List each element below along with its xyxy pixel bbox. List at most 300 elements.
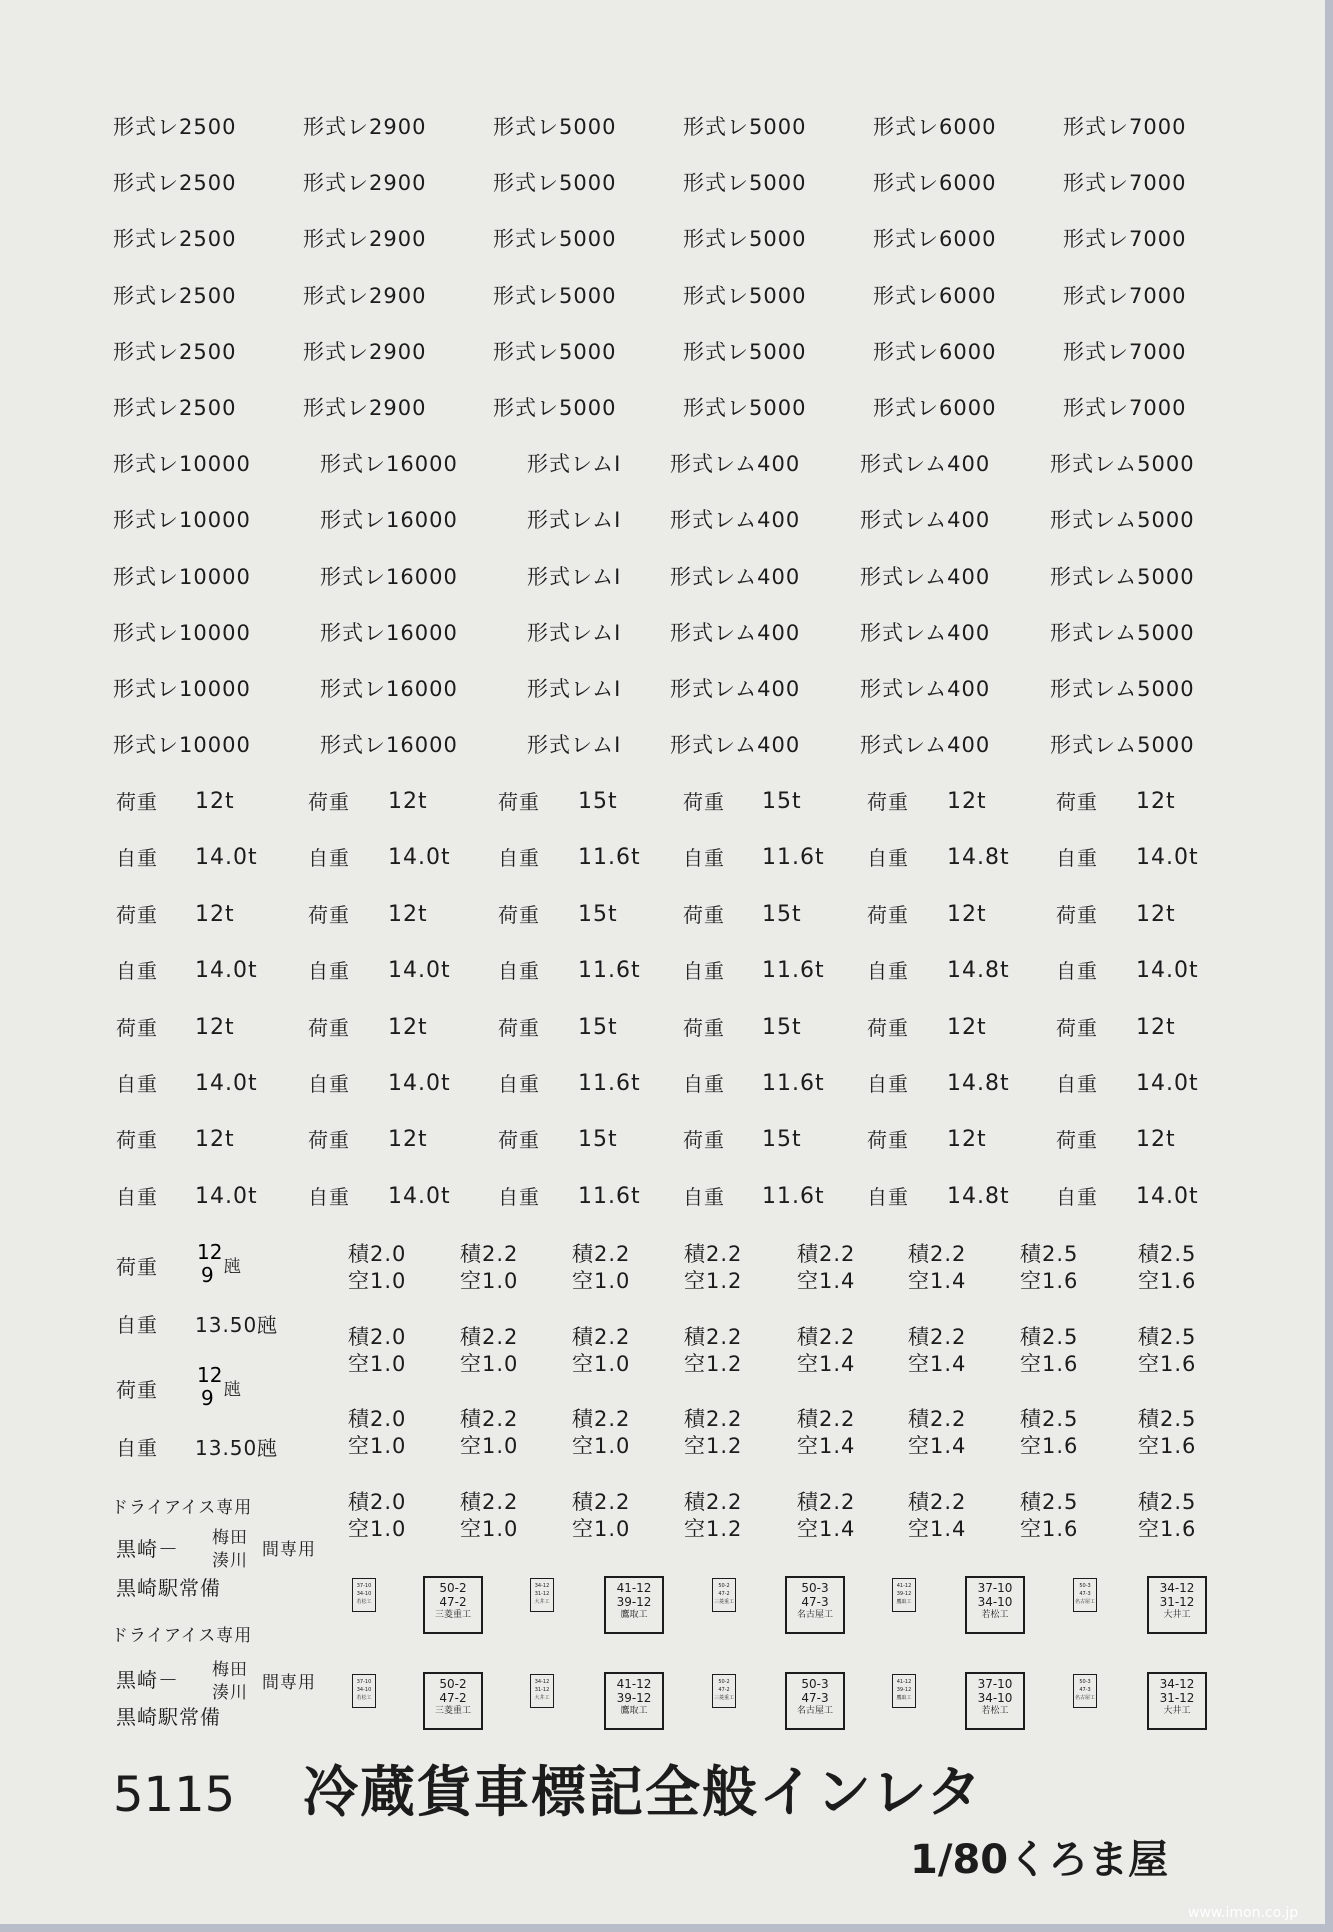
inspection-frame-line: 名古屋工	[796, 1610, 833, 1620]
weight-label: 自重	[308, 1184, 350, 1209]
model-code-mark: 形式レ2900	[303, 227, 427, 252]
model-code-mark: 形式レ2500	[113, 283, 237, 308]
home-station-mark: 黒崎駅常備	[116, 1705, 221, 1729]
weight-label: 荷重	[116, 790, 158, 814]
model-code-mark: 形式レ16000	[320, 508, 458, 533]
inspection-frame-line: 大井工	[534, 1599, 550, 1605]
weight-value: 12t	[195, 901, 235, 927]
volume-loaded-mark: 積2.2	[460, 1407, 519, 1431]
weight-value: 12t	[1136, 1127, 1176, 1153]
inspection-frame-line: 34-12	[1159, 1581, 1195, 1595]
weight-label: 自重	[116, 959, 158, 984]
inspection-frame-line: 名古屋工	[796, 1706, 833, 1716]
inspection-frame-small	[712, 1674, 736, 1708]
inspection-frame-line: 50-2	[439, 1581, 467, 1595]
weight-value: 11.6t	[762, 1071, 825, 1096]
volume-empty-mark: 空1.0	[572, 1351, 631, 1376]
inspection-frame	[1147, 1576, 1207, 1634]
inspection-frame-line: 39-12	[896, 1687, 912, 1693]
inspection-frame-small	[892, 1674, 916, 1708]
weight-value: 15t	[578, 789, 618, 814]
model-code-mark: 形式レ2900	[303, 115, 427, 139]
weight-value: 11.6t	[762, 845, 825, 871]
weight-value: 15t	[762, 1127, 802, 1153]
weight-label: 自重	[116, 1072, 158, 1096]
weight-label: 自重	[498, 959, 540, 984]
inspection-frame-small	[1073, 1674, 1097, 1708]
inspection-frame-line: 47-3	[1079, 1687, 1091, 1693]
fraction-bottom: 9	[201, 1263, 214, 1287]
home-station-mark: 黒崎駅常備	[116, 1576, 221, 1600]
weight-label: 自重	[867, 846, 909, 871]
route-start: 黒崎－	[116, 1668, 179, 1692]
weight-label: 荷重	[498, 790, 540, 814]
inspection-frame-line: 鷹取工	[896, 1695, 912, 1701]
weight-value: 12t	[195, 1127, 235, 1153]
model-code-mark: 形式レ5000	[683, 396, 807, 420]
self-weight-label: 自重	[116, 1313, 158, 1337]
weight-label: 自重	[683, 959, 725, 984]
model-code-mark: 形式レ6000	[873, 115, 997, 139]
volume-empty-mark: 空1.6	[1138, 1351, 1197, 1376]
inspection-frame-line: 大井工	[534, 1695, 550, 1701]
weight-label: 自重	[308, 1072, 350, 1096]
inspection-frame-small	[352, 1578, 376, 1612]
inspection-frame-line: 47-2	[718, 1591, 730, 1597]
inspection-frame-line: 41-12	[896, 1679, 912, 1685]
inspection-frame-line: 34-12	[1159, 1677, 1195, 1691]
volume-loaded-mark: 積2.0	[348, 1489, 407, 1514]
weight-label: 荷重	[498, 1015, 540, 1040]
volume-loaded-mark: 積2.2	[684, 1489, 743, 1514]
model-code-mark: 形式レムⅠ	[527, 508, 622, 533]
model-code-mark: 形式レ7000	[1063, 396, 1187, 420]
weight-value: 11.6t	[578, 845, 641, 871]
inspection-frame-small	[530, 1578, 554, 1612]
model-code-mark: 形式レムⅠ	[527, 564, 622, 589]
weight-value: 14.0t	[388, 1071, 451, 1096]
volume-loaded-mark: 積2.5	[1020, 1324, 1079, 1349]
background-border-bottom	[0, 1924, 1333, 1932]
inspection-frame-line: 50-3	[1079, 1679, 1091, 1685]
inspection-frame-line: 大井工	[1163, 1610, 1191, 1620]
weight-value: 14.0t	[195, 1071, 258, 1096]
load-label: 荷重	[116, 1255, 158, 1279]
volume-empty-mark: 空1.6	[1020, 1516, 1079, 1541]
model-code-mark: 形式レ5000	[683, 115, 807, 139]
inspection-frame-line: 34-12	[534, 1679, 550, 1685]
inspection-frame	[604, 1672, 664, 1730]
model-code-mark: 形式レ16000	[320, 620, 458, 645]
inspection-frame-line: 34-10	[977, 1595, 1013, 1609]
model-code-mark: 形式レ5000	[493, 171, 617, 196]
model-code-mark: 形式レ10000	[113, 452, 251, 477]
model-code-mark: 形式レ5000	[683, 227, 807, 252]
model-code-mark: 形式レム5000	[1050, 564, 1195, 589]
weight-value: 14.0t	[1136, 1183, 1199, 1209]
volume-loaded-mark: 積2.2	[572, 1242, 631, 1266]
watermark: www.imon.co.jp	[1188, 1905, 1299, 1921]
model-code-mark: 形式レ2900	[303, 283, 427, 308]
weight-value: 12t	[947, 901, 987, 927]
route-station-upper: 梅田	[212, 1528, 248, 1548]
weight-label: 荷重	[1056, 1015, 1098, 1040]
weight-value: 15t	[762, 789, 802, 814]
inspection-frame	[965, 1576, 1025, 1634]
volume-loaded-mark: 積2.0	[348, 1324, 407, 1349]
volume-loaded-mark: 積2.2	[684, 1324, 743, 1349]
product-title: 冷蔵貨車標記全般インレタ	[303, 1760, 984, 1824]
inspection-frame-line: 41-12	[896, 1583, 912, 1589]
volume-loaded-mark: 積2.5	[1020, 1242, 1079, 1266]
model-code-mark: 形式レム400	[860, 452, 991, 477]
volume-empty-mark: 空1.4	[908, 1269, 967, 1293]
volume-empty-mark: 空1.0	[572, 1434, 631, 1458]
weight-value: 14.0t	[388, 845, 451, 871]
weight-value: 11.6t	[578, 958, 641, 984]
volume-loaded-mark: 積2.2	[797, 1242, 856, 1266]
weight-label: 荷重	[116, 1015, 158, 1040]
scale-and-maker: 1/80くろま屋	[910, 1837, 1169, 1883]
weight-value: 12t	[947, 789, 987, 814]
volume-empty-mark: 空1.2	[684, 1434, 743, 1458]
model-code-mark: 形式レム400	[670, 452, 801, 477]
volume-loaded-mark: 積2.5	[1138, 1242, 1197, 1266]
model-code-mark: 形式レ6000	[873, 283, 997, 308]
inspection-frame-line: 50-2	[718, 1679, 730, 1685]
inspection-frame-line: 41-12	[616, 1677, 652, 1691]
volume-empty-mark: 空1.6	[1020, 1351, 1079, 1376]
volume-empty-mark: 空1.4	[908, 1434, 967, 1458]
weight-label: 荷重	[683, 1015, 725, 1040]
inspection-frame-line: 47-3	[801, 1691, 829, 1705]
inspection-frame-line: 三菱重工	[434, 1610, 471, 1620]
inspection-frame-small	[892, 1578, 916, 1612]
weight-label: 荷重	[116, 1128, 158, 1153]
volume-empty-mark: 空1.6	[1138, 1269, 1197, 1293]
volume-empty-mark: 空1.4	[797, 1516, 856, 1541]
inspection-frame	[785, 1576, 845, 1634]
inspection-frame-line: 名古屋工	[1074, 1599, 1095, 1605]
model-code-mark: 形式レ10000	[113, 508, 251, 533]
inspection-frame-line: 47-3	[801, 1595, 829, 1609]
inspection-frame-line: 31-12	[1159, 1691, 1195, 1705]
volume-empty-mark: 空1.0	[460, 1351, 519, 1376]
model-code-mark: 形式レ5000	[493, 227, 617, 252]
route-station-upper: 梅田	[212, 1660, 248, 1680]
weight-label: 荷重	[683, 1128, 725, 1153]
inspection-frame-line: 37-10	[356, 1583, 372, 1589]
weight-value: 15t	[578, 1127, 618, 1153]
weight-label: 自重	[1056, 1184, 1098, 1209]
weight-value: 12t	[195, 789, 235, 814]
inspection-frame-line: 34-12	[534, 1583, 550, 1589]
volume-loaded-mark: 積2.2	[908, 1324, 967, 1349]
model-code-mark: 形式レ16000	[320, 452, 458, 477]
inspection-frame-small	[530, 1674, 554, 1708]
model-code-mark: 形式レ16000	[320, 677, 458, 701]
weight-label: 自重	[498, 1184, 540, 1209]
weight-value: 14.0t	[1136, 1071, 1199, 1096]
model-code-mark: 形式レ2500	[113, 227, 237, 252]
weight-label: 自重	[116, 1184, 158, 1209]
inspection-frame-line: 若松工	[981, 1610, 1009, 1620]
inspection-frame	[965, 1672, 1025, 1730]
model-code-mark: 形式レム5000	[1050, 733, 1195, 758]
inspection-frame-line: 50-2	[718, 1583, 730, 1589]
inspection-frame-line: 50-3	[1079, 1583, 1091, 1589]
weight-value: 15t	[762, 1014, 802, 1040]
volume-empty-mark: 空1.0	[460, 1269, 519, 1293]
weight-label: 自重	[867, 959, 909, 984]
model-code-mark: 形式レム400	[860, 677, 991, 701]
inspection-frame-line: 若松工	[356, 1695, 372, 1701]
weight-value: 14.0t	[1136, 958, 1199, 984]
inspection-frame-line: 34-10	[356, 1687, 372, 1693]
inspection-frame-line: 31-12	[1159, 1595, 1195, 1609]
weight-value: 14.8t	[947, 1183, 1010, 1209]
model-code-mark: 形式レ6000	[873, 396, 997, 420]
weight-value: 14.0t	[388, 958, 451, 984]
volume-empty-mark: 空1.0	[348, 1351, 407, 1376]
model-code-mark: 形式レ5000	[683, 171, 807, 196]
self-weight-value: 13.50瓲	[195, 1436, 279, 1460]
model-code-mark: 形式レム400	[860, 620, 991, 645]
fraction-bottom: 9	[201, 1386, 214, 1410]
model-code-mark: 形式レ10000	[113, 564, 251, 589]
volume-empty-mark: 空1.4	[797, 1434, 856, 1458]
inspection-frame-line: 37-10	[977, 1677, 1013, 1691]
model-code-mark: 形式レム5000	[1050, 508, 1195, 533]
route-exclusive: 間専用	[262, 1540, 316, 1560]
model-code-mark: 形式レム400	[860, 733, 991, 758]
inspection-frame-line: 34-10	[356, 1591, 372, 1597]
model-code-mark: 形式レ6000	[873, 339, 997, 364]
inspection-frame-line: 39-12	[616, 1595, 652, 1609]
weight-label: 荷重	[1056, 790, 1098, 814]
model-code-mark: 形式レム400	[670, 508, 801, 533]
model-code-mark: 形式レ7000	[1063, 339, 1187, 364]
model-code-mark: 形式レ5000	[493, 283, 617, 308]
weight-label: 荷重	[308, 902, 350, 927]
volume-empty-mark: 空1.6	[1138, 1516, 1197, 1541]
volume-empty-mark: 空1.0	[460, 1516, 519, 1541]
volume-loaded-mark: 積2.2	[797, 1407, 856, 1431]
weight-label: 自重	[683, 846, 725, 871]
weight-value: 11.6t	[762, 1183, 825, 1209]
weight-label: 荷重	[683, 902, 725, 927]
weight-value: 14.0t	[195, 958, 258, 984]
volume-empty-mark: 空1.0	[572, 1269, 631, 1293]
volume-loaded-mark: 積2.2	[908, 1407, 967, 1431]
volume-empty-mark: 空1.2	[684, 1516, 743, 1541]
model-code-mark: 形式レ16000	[320, 564, 458, 589]
weight-label: 荷重	[498, 1128, 540, 1153]
weight-value: 14.8t	[947, 845, 1010, 871]
volume-loaded-mark: 積2.2	[572, 1489, 631, 1514]
fraction-top: 12	[197, 1363, 223, 1387]
weight-label: 荷重	[867, 1128, 909, 1153]
inspection-frame-line: 鷹取工	[620, 1610, 648, 1620]
volume-empty-mark: 空1.6	[1020, 1269, 1079, 1293]
inspection-frame-line: 31-12	[534, 1687, 550, 1693]
weight-label: 自重	[498, 846, 540, 871]
model-code-mark: 形式レム5000	[1050, 620, 1195, 645]
model-code-mark: 形式レ2900	[303, 396, 427, 420]
weight-label: 荷重	[116, 902, 158, 927]
model-code-mark: 形式レ2500	[113, 115, 237, 139]
weight-value: 12t	[1136, 789, 1176, 814]
weight-unit: 瓲	[224, 1257, 242, 1277]
weight-value: 14.0t	[195, 845, 258, 871]
model-code-mark: 形式レム5000	[1050, 452, 1195, 477]
inspection-frame-line: 三菱重工	[713, 1695, 734, 1701]
model-code-mark: 形式レ10000	[113, 620, 251, 645]
product-number: 5115	[113, 1767, 236, 1823]
dry-ice-mark: ドライアイス専用	[111, 1498, 253, 1518]
weight-value: 12t	[388, 1127, 428, 1153]
model-code-mark: 形式レ2900	[303, 339, 427, 364]
model-code-mark: 形式レムⅠ	[527, 733, 622, 758]
weight-value: 14.0t	[195, 1183, 258, 1209]
weight-value: 14.8t	[947, 1071, 1010, 1096]
inspection-frame-line: 37-10	[977, 1581, 1013, 1595]
model-code-mark: 形式レ2500	[113, 171, 237, 196]
volume-loaded-mark: 積2.5	[1138, 1324, 1197, 1349]
model-code-mark: 形式レム400	[860, 564, 991, 589]
weight-label: 荷重	[867, 1015, 909, 1040]
inspection-frame-line: 名古屋工	[1074, 1695, 1095, 1701]
inspection-frame-line: 50-2	[439, 1677, 467, 1691]
inspection-frame-line: 37-10	[356, 1679, 372, 1685]
self-weight-value: 13.50瓲	[195, 1313, 279, 1337]
model-code-mark: 形式レムⅠ	[527, 677, 622, 701]
model-code-mark: 形式レ5000	[493, 115, 617, 139]
volume-loaded-mark: 積2.0	[348, 1242, 407, 1266]
weight-value: 12t	[388, 789, 428, 814]
route-station-lower: 湊川	[212, 1683, 248, 1703]
weight-label: 自重	[683, 1184, 725, 1209]
weight-value: 12t	[1136, 901, 1176, 927]
inspection-frame-small	[1073, 1578, 1097, 1612]
inspection-frame-line: 若松工	[356, 1599, 372, 1605]
model-code-mark: 形式レ16000	[320, 733, 458, 758]
route-exclusive: 間専用	[262, 1673, 316, 1693]
fraction-top: 12	[197, 1240, 223, 1264]
volume-empty-mark: 空1.4	[908, 1351, 967, 1376]
weight-label: 荷重	[867, 790, 909, 814]
inspection-frame-small	[352, 1674, 376, 1708]
weight-value: 15t	[578, 901, 618, 927]
inspection-frame-line: 39-12	[896, 1591, 912, 1597]
volume-empty-mark: 空1.2	[684, 1269, 743, 1293]
inspection-frame-line: 三菱重工	[434, 1706, 471, 1716]
inspection-frame-line: 若松工	[981, 1706, 1009, 1716]
weight-label: 自重	[867, 1184, 909, 1209]
volume-loaded-mark: 積2.2	[908, 1242, 967, 1266]
volume-empty-mark: 空1.4	[908, 1516, 967, 1541]
model-code-mark: 形式レム400	[670, 677, 801, 701]
volume-empty-mark: 空1.0	[460, 1434, 519, 1458]
model-code-mark: 形式レ10000	[113, 677, 251, 701]
volume-empty-mark: 空1.0	[348, 1434, 407, 1458]
model-code-mark: 形式レ10000	[113, 733, 251, 758]
model-code-mark: 形式レム400	[860, 508, 991, 533]
weight-value: 15t	[762, 901, 802, 927]
weight-value: 11.6t	[578, 1071, 641, 1096]
volume-empty-mark: 空1.6	[1020, 1434, 1079, 1458]
inspection-frame-line: 大井工	[1163, 1706, 1191, 1716]
inspection-frame-line: 34-10	[977, 1691, 1013, 1705]
volume-loaded-mark: 積2.0	[348, 1407, 407, 1431]
model-code-mark: 形式レ2500	[113, 396, 237, 420]
inspection-frame	[1147, 1672, 1207, 1730]
weight-value: 12t	[947, 1014, 987, 1040]
weight-value: 14.0t	[388, 1183, 451, 1209]
weight-label: 自重	[308, 846, 350, 871]
volume-empty-mark: 空1.0	[572, 1516, 631, 1541]
inspection-frame	[604, 1576, 664, 1634]
weight-label: 荷重	[498, 902, 540, 927]
weight-value: 11.6t	[762, 958, 825, 984]
weight-label: 自重	[1056, 959, 1098, 984]
volume-loaded-mark: 積2.5	[1020, 1407, 1079, 1431]
inspection-frame-line: 47-2	[439, 1595, 467, 1609]
inspection-frame-line: 41-12	[616, 1581, 652, 1595]
volume-loaded-mark: 積2.2	[460, 1324, 519, 1349]
volume-loaded-mark: 積2.2	[460, 1489, 519, 1514]
volume-loaded-mark: 積2.5	[1138, 1407, 1197, 1431]
self-weight-label: 自重	[116, 1436, 158, 1460]
model-code-mark: 形式レ6000	[873, 227, 997, 252]
weight-label: 自重	[308, 959, 350, 984]
weight-value: 14.0t	[1136, 845, 1199, 871]
weight-label: 荷重	[683, 790, 725, 814]
model-code-mark: 形式レム400	[670, 620, 801, 645]
model-code-mark: 形式レ7000	[1063, 115, 1187, 139]
volume-empty-mark: 空1.6	[1138, 1434, 1197, 1458]
volume-loaded-mark: 積2.2	[684, 1407, 743, 1431]
model-code-mark: 形式レ5000	[683, 339, 807, 364]
volume-empty-mark: 空1.4	[797, 1351, 856, 1376]
inspection-frame	[423, 1672, 483, 1730]
volume-loaded-mark: 積2.5	[1138, 1489, 1197, 1514]
weight-label: 自重	[683, 1072, 725, 1096]
model-code-mark: 形式レ2900	[303, 171, 427, 196]
inspection-frame-small	[712, 1578, 736, 1612]
volume-loaded-mark: 積2.5	[1020, 1489, 1079, 1514]
weight-label: 荷重	[1056, 1128, 1098, 1153]
weight-unit: 瓲	[224, 1380, 242, 1400]
weight-label: 荷重	[867, 902, 909, 927]
model-code-mark: 形式レ7000	[1063, 283, 1187, 308]
volume-loaded-mark: 積2.2	[460, 1242, 519, 1266]
model-code-mark: 形式レ5000	[493, 339, 617, 364]
volume-loaded-mark: 積2.2	[797, 1324, 856, 1349]
model-code-mark: 形式レムⅠ	[527, 620, 622, 645]
weight-value: 12t	[195, 1014, 235, 1040]
background-border-right	[1325, 0, 1333, 1932]
inspection-frame	[785, 1672, 845, 1730]
weight-label: 自重	[1056, 1072, 1098, 1096]
weight-value: 12t	[388, 1014, 428, 1040]
load-label: 荷重	[116, 1378, 158, 1402]
volume-empty-mark: 空1.2	[684, 1351, 743, 1376]
inspection-frame	[423, 1576, 483, 1634]
inspection-frame-line: 鷹取工	[620, 1706, 648, 1716]
inspection-frame-line: 三菱重工	[713, 1599, 734, 1605]
inspection-frame-line: 47-2	[718, 1687, 730, 1693]
